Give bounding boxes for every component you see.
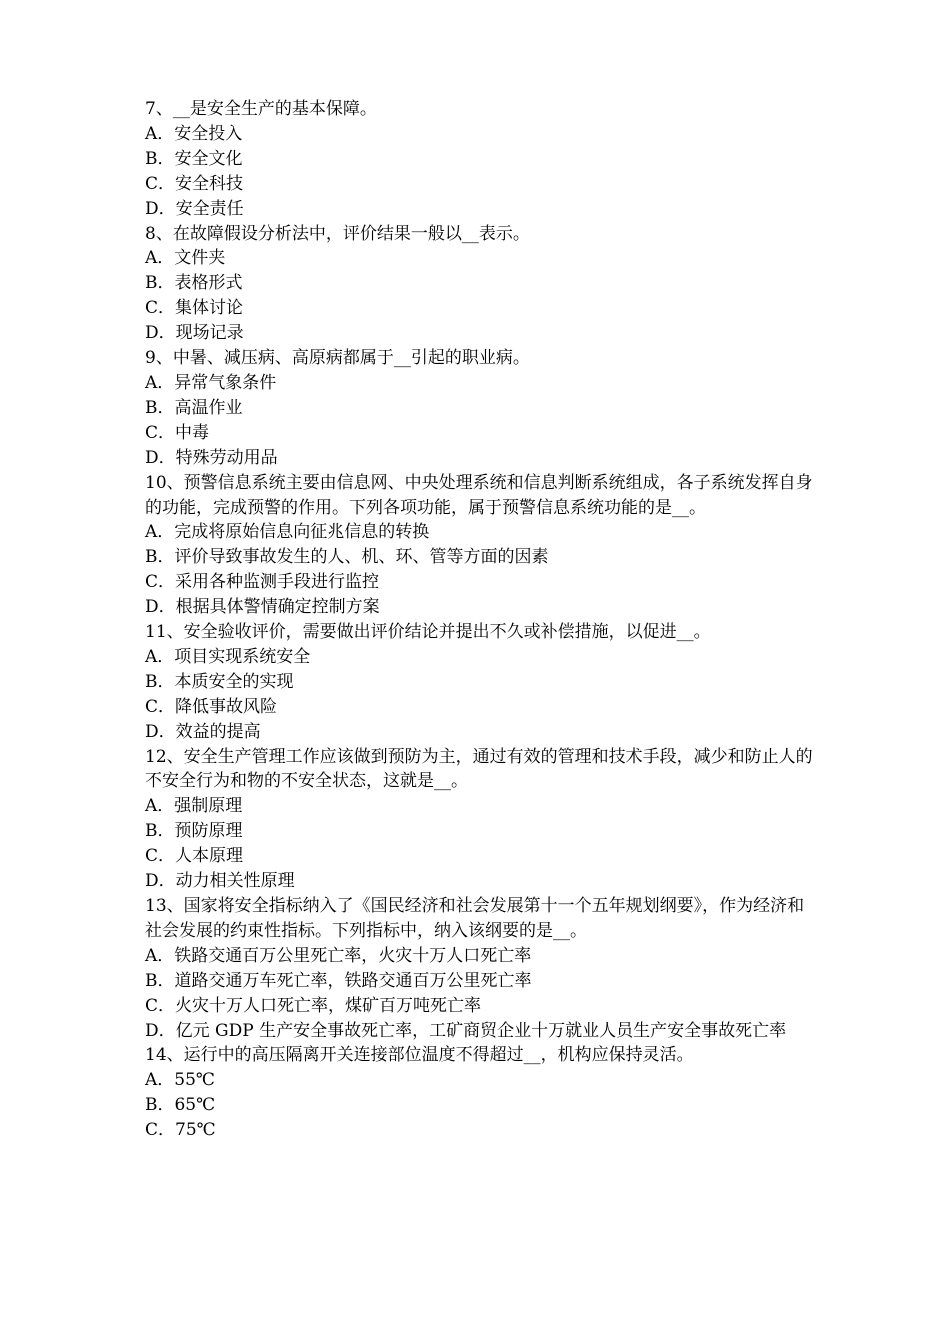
option-b: B．65℃ [145,1095,216,1116]
question-7 [145,97,813,222]
option-b: B．道路交通万车死亡率，铁路交通百万公里死亡率 [145,970,532,991]
question-10 [145,471,813,620]
option-b: B．评价导致事故发生的人、机、环、管等方面的因素 [145,547,549,568]
question-text: 13、国家将安全指标纳入了《国民经济和社会发展第十一个五年规划纲要》，作为经济和社会发展的约束性指标。下列指标中，纳入该纲要的是__。 [145,896,805,941]
option-b: B．安全文化 [145,148,243,169]
question-13 [145,894,813,1043]
question-text: 7、__是安全生产的基本保障。 [145,99,377,119]
question-12 [145,745,813,894]
option-a: A．强制原理 [145,796,243,817]
option-c: C．采用各种监测手段进行监控 [145,572,380,593]
question-text: 14、运行中的高压隔离开关连接部位温度不得超过__，机构应保持灵活。 [145,1045,694,1066]
option-a: A．55℃ [145,1070,215,1091]
question-9 [145,346,813,471]
question-text: 9、中暑、减压病、高原病都属于__引起的职业病。 [145,348,530,369]
option-c: C．安全科技 [145,173,244,194]
option-a: A．项目实现系统安全 [145,646,311,667]
option-d: D．根据具体警情确定控制方案 [145,597,380,618]
option-d: D．亿元 GDP 生产安全事故死亡率，工矿商贸企业十万就业人员生产安全事故死亡率 [145,1020,787,1041]
option-a: A．铁路交通百万公里死亡率，火灾十万人口死亡率 [145,945,532,966]
option-d: D．现场记录 [145,323,244,344]
option-b: B．高温作业 [145,397,243,418]
option-c: C．降低事故风险 [145,696,278,717]
option-c: C．火灾十万人口死亡率，煤矿百万吨死亡率 [145,995,482,1016]
option-c: C．人本原理 [145,846,244,867]
option-a: A．异常气象条件 [145,372,277,393]
option-b: B．预防原理 [145,821,243,842]
document-page [145,97,813,1143]
question-11 [145,620,813,745]
option-a: A．安全投入 [145,123,243,144]
option-c: C．集体讨论 [145,298,244,319]
option-c: C．75℃ [145,1120,216,1141]
question-text: 8、在故障假设分析法中，评价结果一般以__表示。 [145,223,530,244]
option-b: B．表格形式 [145,273,243,294]
question-text: 10、预警信息系统主要由信息网、中央处理系统和信息判断系统组成，各子系统发挥自身的功能，完成预警的作用。下列各项功能，属于预警信息系统功能的是__。 [145,472,813,518]
question-8 [145,222,813,347]
option-c: C．中毒 [145,422,210,443]
option-d: D．特殊劳动用品 [145,447,278,468]
option-d: D．动力相关性原理 [145,871,295,892]
question-14 [145,1043,813,1143]
option-b: B．本质安全的实现 [145,671,294,692]
option-d: D．安全责任 [145,198,244,219]
option-a: A．文件夹 [145,248,226,269]
option-d: D．效益的提高 [145,721,261,742]
question-text: 12、安全生产管理工作应该做到预防为主，通过有效的管理和技术手段，减少和防止人的不安全行为和物的不安全状态，这就是__。 [145,746,813,792]
option-a: A．完成将原始信息向征兆信息的转换 [145,522,430,543]
question-text: 11、安全验收评价，需要做出评价结论并提出不久或补偿措施，以促进__。 [145,622,711,643]
